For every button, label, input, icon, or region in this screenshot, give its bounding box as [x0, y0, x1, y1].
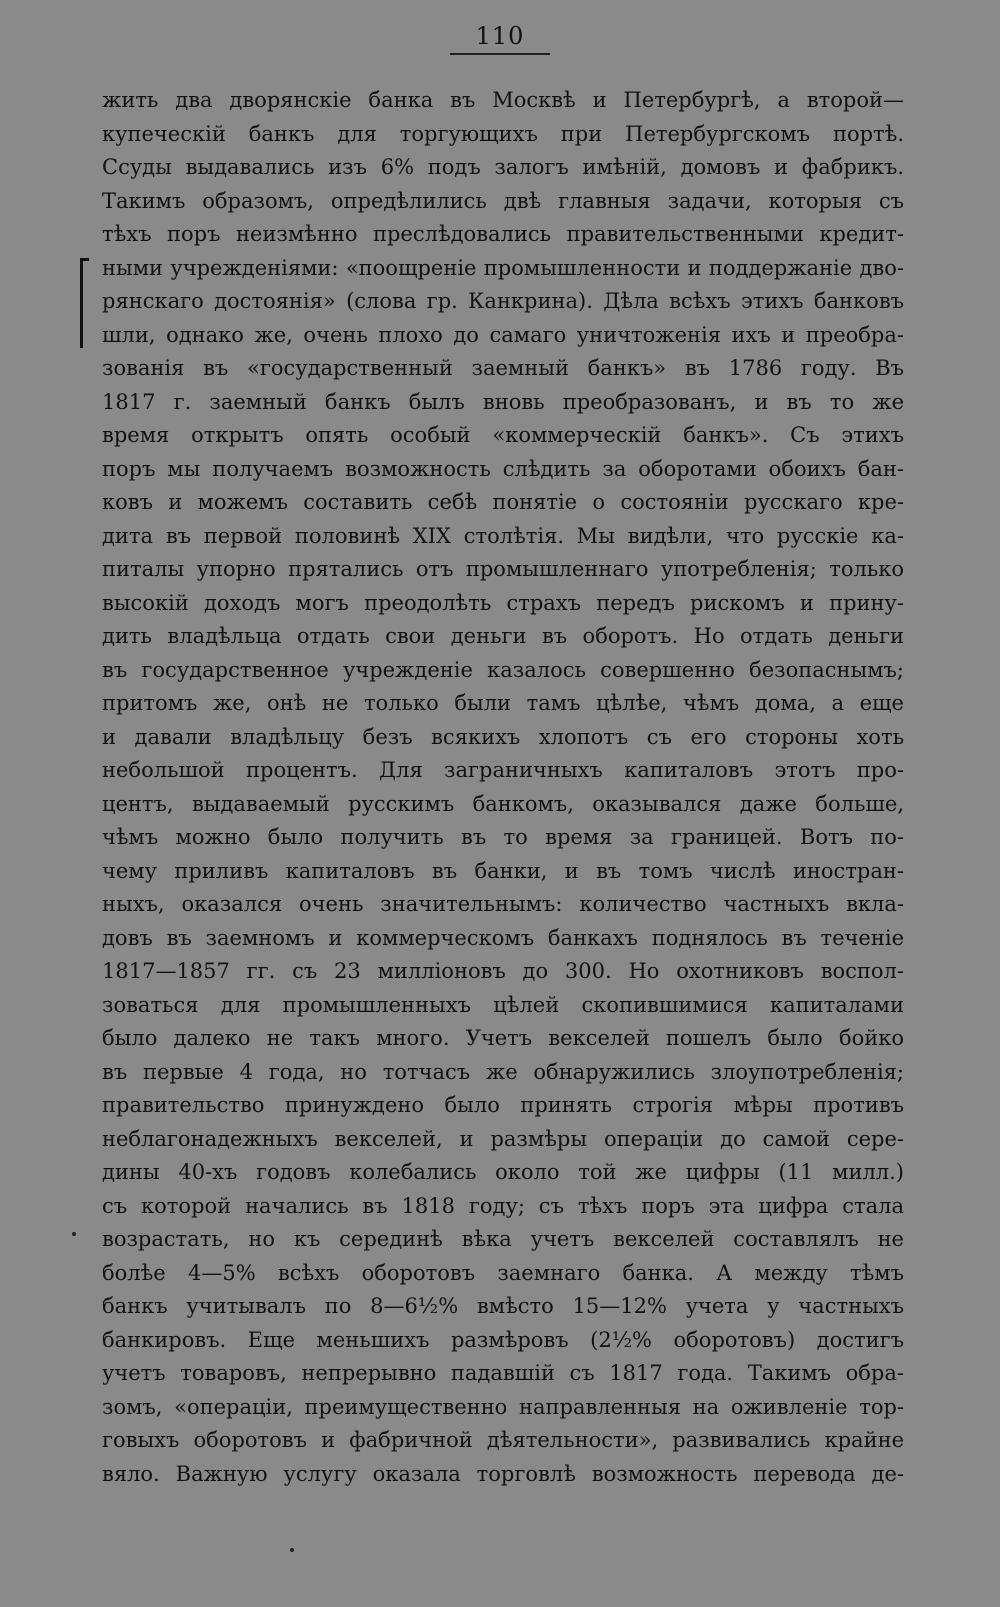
text-line: возрастать, но къ серединѣ вѣка учетъ векселей составлялъ не [102, 1227, 904, 1251]
text-line: жить два дворянскіе банка въ Москвѣ и Петербургѣ, а второй— [102, 88, 904, 112]
text-line: чѣмъ можно было получить въ то время за границей. Вотъ по- [102, 825, 904, 849]
text-line: и давали владѣльцу безъ всякихъ хлопотъ съ его стороны хоть [102, 724, 904, 749]
text-line: рянскаго достоянія» (слова гр. Канкрина). Дѣла всѣхъ этихъ банковъ [102, 289, 904, 313]
text-line: въ первые 4 года, но тотчасъ же обнаружились злоупотребленія; [102, 1059, 904, 1084]
text-line: шли, однако же, очень плохо до самаго уничтоженія ихъ и преобра- [102, 322, 904, 347]
text-line: учетъ товаровъ, непрерывно падавшій съ 1817 года. Такимъ обра- [102, 1361, 904, 1385]
text-line: банкъ учитывалъ по 8—6½% вмѣсто 15—12% учета у частныхъ [102, 1294, 904, 1318]
margin-bracket [80, 258, 83, 348]
text-line: неблагонадежныхъ векселей, и размѣры операціи до самой сере- [102, 1126, 904, 1151]
text-line: зомъ, «операціи, преимущественно направленныя на оживленіе тор- [102, 1394, 904, 1419]
text-line: дины 40-хъ годовъ колебались около той же цифры (11 милл.) [102, 1160, 904, 1184]
text-line: дита въ первой половинѣ XIX столѣтія. Мы видѣли, что русскіе ка- [102, 523, 904, 548]
text-line: говыхъ оборотовъ и фабричной дѣятельности», развивались крайне [102, 1428, 904, 1452]
body-text [102, 84, 904, 1491]
text-line: болѣе 4—5% всѣхъ оборотовъ заемнаго банка. А между тѣмъ [102, 1260, 904, 1285]
text-line: центъ, выдаваемый русскимъ банкомъ, оказывался даже больше, [102, 791, 904, 816]
text-line: дить владѣльца отдать свои деньги въ оборотъ. Но отдать деньги [102, 624, 904, 648]
text-line: ныхъ, оказался очень значительнымъ: количество частныхъ вкла- [102, 892, 904, 916]
margin-bracket-tick [80, 258, 89, 261]
text-line: Ссуды выдавались изъ 6% подъ залогъ имѣній, домовъ и фабрикъ. [102, 155, 904, 179]
text-line: высокій доходъ могъ преодолѣть страхъ передъ рискомъ и прину- [102, 590, 904, 615]
text-line: зованія въ «государственный заемный банкъ» въ 1786 году. Въ [102, 356, 904, 380]
text-line: вяло. Важную услугу оказала торговлѣ возможность перевода де- [102, 1461, 904, 1486]
text-line: время открытъ опять особый «коммерческій банкъ». Съ этихъ [102, 423, 904, 447]
stray-mark [72, 1232, 76, 1236]
text-line: тѣхъ поръ неизмѣнно преслѣдовались правительственными кредит- [102, 222, 904, 246]
text-line: 1817—1857 гг. съ 23 милліоновъ до 300. Но охотниковъ воспол- [102, 959, 904, 983]
stray-mark [290, 1548, 294, 1552]
text-line: въ государственное учрежденіе казалось совершенно безопаснымъ; [102, 657, 904, 682]
text-line: зоваться для промышленныхъ цѣлей скопившимися капиталами [102, 992, 904, 1017]
text-line: 1817 г. заемный банкъ былъ вновь преобразованъ, и въ то же [102, 389, 904, 414]
text-line: ными учрежденіями: «поощреніе промышленности и поддержаніе дво- [102, 255, 904, 280]
text-line: купеческій банкъ для торгующихъ при Петербургскомъ портѣ. [102, 121, 904, 146]
text-line: питалы упорно прятались отъ промышленнаго употребленія; только [102, 557, 904, 581]
text-line: поръ мы получаемъ возможность слѣдить за оборотами обоихъ бан- [102, 456, 904, 481]
text-line: правительство принуждено было принять строгія мѣры противъ [102, 1093, 904, 1117]
text-line: было далеко не такъ много. Учетъ векселей пошелъ было бойко [102, 1026, 904, 1050]
text-line: ковъ и можемъ составить себѣ понятіе о состояніи русскаго кре- [102, 490, 904, 514]
text-line: Такимъ образомъ, опредѣлились двѣ главныя задачи, которыя съ [102, 188, 904, 213]
text-line: довъ въ заемномъ и коммерческомъ банкахъ поднялось въ теченіе [102, 925, 904, 950]
text-line: чему приливъ капиталовъ въ банки, и въ томъ числѣ иностран- [102, 858, 904, 883]
text-line: небольшой процентъ. Для заграничныхъ капиталовъ этотъ про- [102, 758, 904, 782]
text-line: притомъ же, онѣ не только были тамъ цѣлѣе, чѣмъ дома, а еще [102, 691, 904, 715]
page-number-rule [450, 53, 550, 55]
page-number: 110 [475, 22, 525, 50]
text-line: банкировъ. Еще меньшихъ размѣровъ (2½% оборотовъ) достигъ [102, 1327, 904, 1352]
text-line: съ которой начались въ 1818 году; съ тѣхъ поръ эта цифра стала [102, 1193, 904, 1218]
